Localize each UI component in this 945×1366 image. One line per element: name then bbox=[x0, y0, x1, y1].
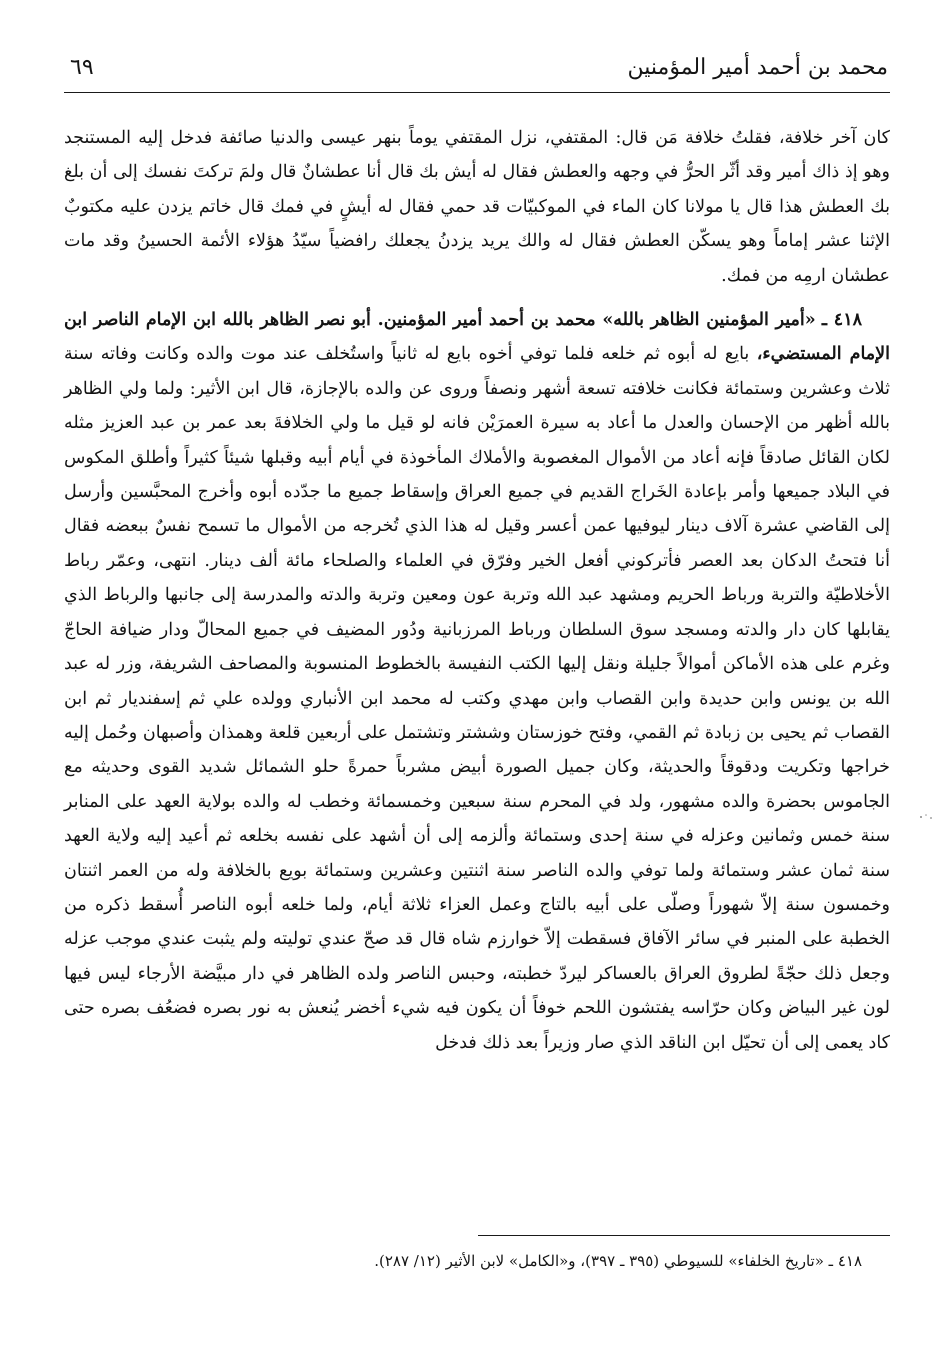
entry-heading: «أمير المؤمنين الظاهر بالله» محمد بن أحمد أمير المؤمنين. أبو نصر الظاهر بالله ابن الإمام الناصر ابن الإمام المستضيء، bbox=[64, 310, 890, 365]
page-header bbox=[64, 48, 890, 93]
entry-body: بايع له أبوه ثم خلعه فلما توفي أخوه بايع له ثانياً واستُخلف عند موت والده وكانت وفاته سنة ثلاث وعشرين وستمائة فكانت خلافته تسعة أشهر ونصفاً وروى عن والده بالإجازة، قال ابن الأثير: ولما ولي الظاهر بالله أظهر من الإحسان والعدل ما أعاد به سيرة العمرَيْن فانه لو قيل ما ولي الخلافةَ بعد عمر بن عبد العزيز مثله لكان القائل صادقاً فإنه أعاد من الأموال المغصوبة والأملاك المأخوذة في أيام أبيه وقبلها شيئاً كثيراً وأطلق المكوس في البلاد جميعها وأمر بإعادة الخَراج القديم في جميع العراق وإسقاط جميع ما جدّده أبوه وأخرج المحبَّسين وأرسل إلى القاضي عشرة آلاف دينار ليوفيها عمن أعسر وقيل له هذا الذي تُخرجه من الأموال ما تسمح نفسٌ ببعضه فقال أنا فتحتُ الدكان بعد العصر فأتركوني أفعل الخير وفرّق في العلماء والصلحاء مائة ألف دينار. انتهى، وعمّر رباط الأخلاطيّة والتربة ورباط الحريم ومشهد عبد الله وتربة عون ومعين وتربة والدته والمدرسة إلى جانبها والرباط الذي يقابلها كان دار والدته ومسجد سوق السلطان ورباط المرزبانية ودُور المضيف في جميع المحالّ ودار ضيافة الحاجّ وغرم على هذه الأماكن أموالاً جليلة ونقل إليها الكتب النفيسة بالخطوط المنسوبة والمصاحف الشريفة، وزر له عبد الله بن يونس وابن حديدة وابن القصاب وابن مهدي وكتب له محمد ابن الأنباري وولده علي ثم إسفنديار ثم ابن القصاب ثم يحيى بن زبادة ثم القمي، وفتح خوزستان وششتر وتشتمل على أربعين قلعة وهمذان وأصبهان وحُمل إليه خراجها وتكريت ودقوقاً والحديثة، وكان جميل الصورة أبيض مشرباً حمرةً حلو الشمائل شديد القوى وحديثه مع الجاموس بحضرة والده مشهور، ولد في المحرم سنة سبعين وخمسمائة وخطب له والده بولاية العهد على المنابر سنة خمس وثمانين وعزله في سنة إحدى وستمائة وألزمه إلى أن أشهد على نفسه بخلعه ثم أعيد إليه ولاية العهد سنة ثمان عشر وستمائة ولما توفي والده الناصر سنة اثنتين وعشرين وستمائة بويع بالخلافة وله من العمر اثنتان وخمسون سنة إلاّ شهوراً وصلّى على أبيه بالتاج وعمل العزاء ثلاثة أيام، ولما خلعه أبوه الناصر أُسقط ذكره من الخطبة على المنبر في سائر الآفاق فسقطت إلاّ خوارزم شاه قال قد صحّ عندي توليته ولم يثبت عندي موجب عزله وجعل ذلك حجّةً لطروق العراق بالعساكر ليردّ خطبته، وحبس الناصر ولده الظاهر في دار مبيَّضة الأرجاء ليس فيها لون غير البياض وكان حرّاسه يفتشون اللحم خوفاً أن يكون فيه شيء أخضر يُنعش به نور بصره فضعُف بصره حتى كاد يعمى إلى أن تحيّل ابن الناقد الذي صار وزيراً بعد ذلك فدخل bbox=[64, 344, 890, 1053]
main-text bbox=[64, 121, 890, 1060]
paragraph-continuation: كان آخر خلافة، فقلتُ خلافة مَن قال: المقتفي، نزل المقتفي يوماً بنهر عيسى والدنيا صائفة فدخل إليه المستنجد وهو إذ ذاك أمير وقد أثّر الحرُّ في وجهه والعطش فقال له أيش بك قال أنا عطشانٌ قال ولمَ تركتَ نفسك إلى أن بلغ بك العطش هذا قال يا مولانا كان الماء في الموكبيّات قد حمي فقال له أيشٍ في فمك قال خاتم يزدن عليه مكتوبٌ الإثنا عشر إماماً وهو يسكّن العطش فقال له والك يريد يزدنُ يجعلك رافضياً سيّدُ هؤلاء الأئمة الحسينُ وقد مات عطشان ارمِه من فمك. bbox=[64, 128, 890, 286]
entry-418 bbox=[64, 303, 890, 1060]
scan-speck bbox=[918, 812, 936, 822]
running-title: محمد بن أحمد أمير المؤمنين bbox=[627, 55, 888, 80]
footnote: ٤١٨ ـ «تاريخ الخلفاء» للسيوطي (٣٩٥ ـ ٣٩٧)، و«الكامل» لابن الأثير (١٢/ ٢٨٧). bbox=[374, 1252, 862, 1270]
footnote-divider bbox=[478, 1235, 890, 1236]
entry-number: ٤١٨ ـ bbox=[821, 310, 862, 331]
book-page bbox=[64, 48, 890, 1338]
page-number: ٦٩ bbox=[70, 55, 94, 80]
